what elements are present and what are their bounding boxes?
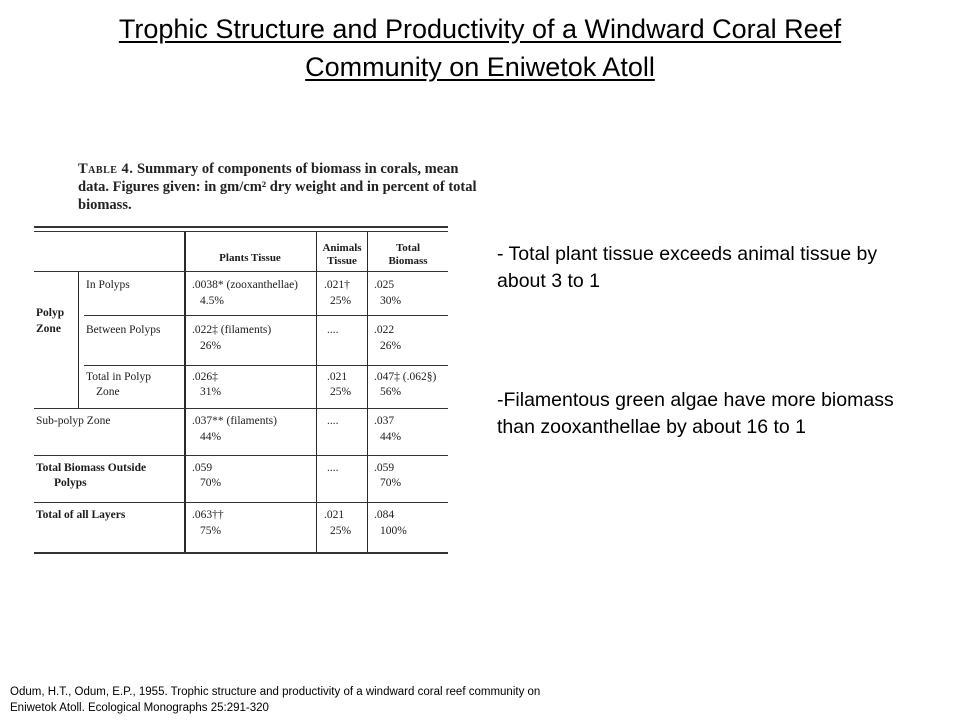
plants-value: .0038* (zooxanthellae) <box>192 279 299 291</box>
plants-percent: 4.5% <box>200 295 224 307</box>
animals-percent: 25% <box>330 295 352 307</box>
table-row-rule <box>84 315 448 316</box>
plants-value: .026‡ <box>192 371 218 383</box>
plants-percent: 70% <box>200 477 222 489</box>
total-value: .022 <box>374 324 395 336</box>
slide-title <box>0 10 960 86</box>
bullet-algae-vs-zooxanthellae: -Filamentous green algae have more biomass than zooxanthellae by about 16 to 1 <box>497 389 894 438</box>
animals-value: .021† <box>324 279 350 291</box>
table-bracket-rule <box>78 272 79 408</box>
total-value: .047‡ (.062§) <box>374 371 437 383</box>
total-value: .084 <box>374 509 395 521</box>
citation <box>10 684 710 716</box>
header-plants-tissue: Plants Tissue <box>219 252 281 264</box>
row-label-2: Zone <box>96 386 120 398</box>
animals-value: .... <box>327 324 339 336</box>
row-label-2: Polyps <box>54 477 87 489</box>
row-label: In Polyps <box>86 279 130 291</box>
animals-value: .... <box>327 462 339 474</box>
table-row-rule <box>84 365 448 366</box>
plants-percent: 31% <box>200 386 222 398</box>
total-value: .059 <box>374 462 395 474</box>
table-top-rule <box>34 226 448 228</box>
total-value: .025 <box>374 279 395 291</box>
table-column-rule <box>316 232 317 552</box>
polyp-zone-label-1: Polyp <box>36 307 65 319</box>
table-row-rule <box>34 502 448 503</box>
table-header-rule <box>34 271 448 272</box>
table-top-rule-2 <box>34 231 448 232</box>
table-column-rule <box>184 232 186 552</box>
plants-value: .063†† <box>192 509 224 521</box>
total-percent: 70% <box>380 477 402 489</box>
row-label: Between Polyps <box>86 324 161 336</box>
table-caption-text: Summary of components of biomass in corals, mean data. Figures given: in gm/cm² dry weight and in percent of total biomass. <box>78 161 477 213</box>
animals-percent: 25% <box>330 525 352 537</box>
total-percent: 30% <box>380 295 402 307</box>
header-total-biomass-1: Total <box>395 242 421 254</box>
table-row-rule <box>34 408 448 409</box>
plants-value: .059 <box>192 462 213 474</box>
table-row-rule <box>34 455 448 456</box>
plants-value: .037** (filaments) <box>192 415 277 427</box>
table-bottom-rule <box>34 552 448 554</box>
row-label: Sub-polyp Zone <box>36 415 111 427</box>
total-percent: 56% <box>380 386 402 398</box>
total-value: .037 <box>374 415 395 427</box>
row-label: Total in Polyp <box>86 371 152 383</box>
total-percent: 44% <box>380 431 402 443</box>
table-column-rule <box>367 232 368 552</box>
plants-percent: 75% <box>200 525 222 537</box>
total-percent: 100% <box>380 525 407 537</box>
slide-title-line-2: Community on Eniwetok Atoll <box>305 52 655 82</box>
header-animals-tissue-1: Animals <box>322 242 362 254</box>
bullet-plant-vs-animal: - Total plant tissue exceeds animal tissue by about 3 to 1 <box>497 243 878 292</box>
polyp-zone-label-2: Zone <box>36 323 61 335</box>
slide-title-line-1: Trophic Structure and Productivity of a Windward Coral Reef <box>118 14 842 44</box>
row-label: Total of all Layers <box>36 509 126 521</box>
header-animals-tissue-2: Tissue <box>327 255 357 267</box>
citation-line-1: Odum, H.T., Odum, E.P., 1955. Trophic structure and productivity of a windward coral reef community on <box>10 686 541 698</box>
plants-percent: 44% <box>200 431 222 443</box>
row-label: Total Biomass Outside <box>36 462 147 474</box>
total-percent: 26% <box>380 340 402 352</box>
header-total-biomass-2: Biomass <box>388 255 428 267</box>
biomass-table-image <box>34 160 477 560</box>
plants-value: .022‡ (filaments) <box>192 324 272 336</box>
animals-value: .021 <box>324 509 345 521</box>
citation-line-2: Eniwetok Atoll. Ecological Monographs 25:291-320 <box>10 702 269 714</box>
table-caption-label: Table 4. <box>78 161 134 177</box>
table-caption <box>78 160 488 214</box>
animals-value: .021 <box>327 371 348 383</box>
plants-percent: 26% <box>200 340 222 352</box>
animals-percent: 25% <box>330 386 352 398</box>
animals-value: .... <box>327 415 339 427</box>
